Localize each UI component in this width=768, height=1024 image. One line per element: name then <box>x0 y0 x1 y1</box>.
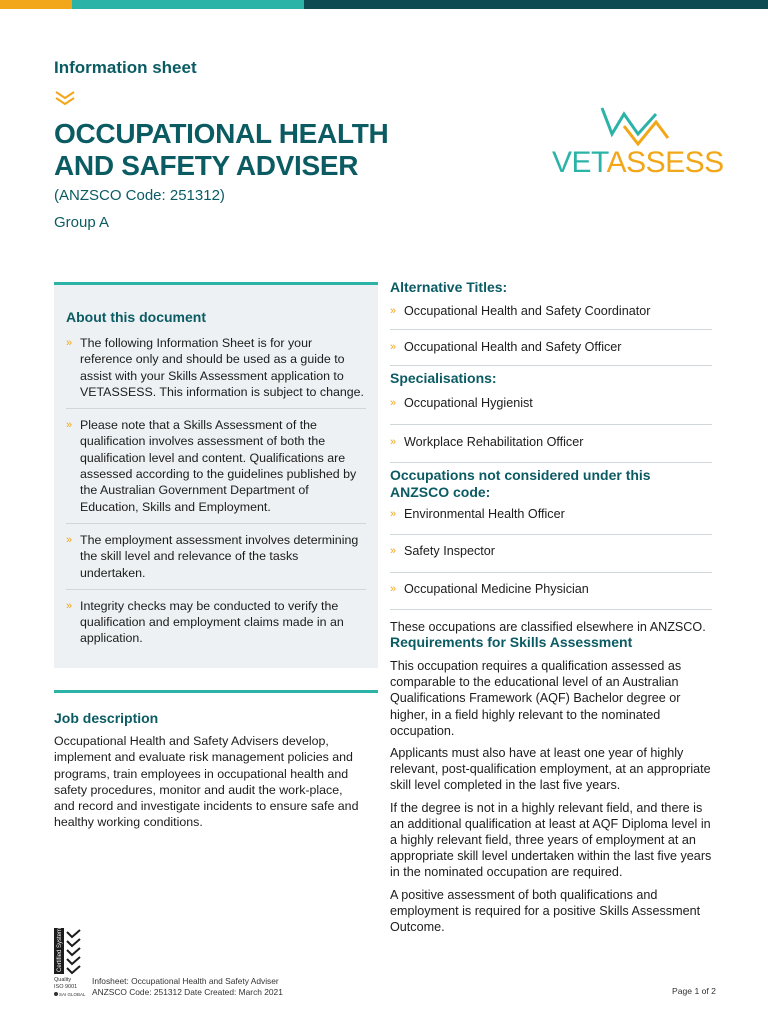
bullet-chevron-icon: » <box>390 397 397 409</box>
about-document-panel <box>54 282 378 668</box>
list-item: » Environmental Health Officer <box>390 506 712 535</box>
page-title-line-2: AND SAFETY ADVISER <box>54 150 359 181</box>
not-considered-list <box>390 506 712 610</box>
vetassess-logo <box>552 146 724 180</box>
job-description-text: Occupational Health and Safety Advisers develop, implement and evaluate risk management policies and programs, train employees in occupational health and safety procedures, monitor and audit the work-place, and record and investigate incidents to ensure safe and healthy working conditions. <box>54 734 359 830</box>
page-title <box>54 118 388 182</box>
bullet-chevron-icon: » <box>390 583 397 595</box>
requirements-paragraph: A positive assessment of both qualifications and employment is required for a positive Skills Assessment Outcome. <box>390 887 701 935</box>
requirements-paragraph: Applicants must also have at least one year of highly relevant, post-qualification employment, at an appropriate skill level completed in the last five years. <box>390 746 711 793</box>
not-considered-section <box>390 467 712 635</box>
cert-sai: SAI GLOBAL <box>59 992 86 997</box>
top-color-bar <box>0 0 768 9</box>
about-title: About this document <box>66 309 206 325</box>
double-chevron-down-icon <box>54 90 76 106</box>
bullet-chevron-icon: » <box>390 545 397 557</box>
page-title-line-1: OCCUPATIONAL HEALTH <box>54 118 389 149</box>
logo-text-vet: VET <box>552 146 607 179</box>
footer-line-2: ANZSCO Code: 251312 Date Created: March 2021 <box>92 987 283 997</box>
page-number: Page 1 of 2 <box>672 986 716 996</box>
cert-label: Certified System <box>57 928 63 972</box>
requirements-paragraph: If the degree is not in a highly relevant field, and there is an additional qualification at least at AQF Diploma level in a highly relevant field, three years of employment at an appropriate skill level undertaken within the last five years in the nominated occupation are required. <box>390 800 712 880</box>
bullet-chevron-icon: » <box>390 436 397 448</box>
footer-line-1: Infosheet: Occupational Health and Safety Adviser <box>92 976 279 986</box>
footer-info <box>92 976 283 998</box>
top-bar-teal-segment <box>72 0 304 9</box>
bullet-chevron-icon: » <box>66 599 73 612</box>
list-item: » Occupational Health and Safety Officer <box>390 330 712 366</box>
job-description-title: Job description <box>54 710 159 726</box>
list-item: » Workplace Rehabilitation Officer <box>390 425 712 463</box>
not-considered-note: These occupations are classified elsewhere in ANZSCO. <box>390 620 706 634</box>
specialisations-list <box>390 395 712 463</box>
top-bar-navy-segment <box>304 0 768 9</box>
about-list <box>66 335 366 663</box>
bullet-chevron-icon: » <box>390 305 397 317</box>
requirements-heading: Requirements for Skills Assessment <box>390 634 633 650</box>
list-item: » Safety Inspector <box>390 535 712 573</box>
alternative-titles-section <box>390 279 712 366</box>
not-considered-heading: Occupations not considered under this ANZSCO code: <box>390 467 651 500</box>
alternative-titles-heading: Alternative Titles: <box>390 279 508 295</box>
bullet-chevron-icon: » <box>390 508 397 520</box>
list-item: » Please note that a Skills Assessment of the qualification involves assessment of both the qualification level and content. Qualifications are assessed according to the guidelines published by the Australian Government Department of Education, Skills and Employment. <box>66 417 366 524</box>
requirements-paragraph: This occupation requires a qualification assessed as comparable to the educational level of an Australian Qualifications Framework (AQF) Bachelor degree or higher, in a field highly relevant to the nominated occupation. <box>390 659 682 738</box>
list-item: » Integrity checks may be conducted to verify the qualification and employment claims made in an application. <box>66 598 344 646</box>
specialisations-section <box>390 370 712 463</box>
list-item: » Occupational Medicine Physician <box>390 573 712 610</box>
list-item: » Occupational Hygienist <box>390 395 712 425</box>
doc-type-label: Information sheet <box>54 58 197 77</box>
certified-system-badge <box>54 928 86 998</box>
alternative-titles-list <box>390 303 712 366</box>
cert-iso: ISO 9001 <box>54 984 78 990</box>
list-item: » The following Information Sheet is for your reference only and should be used as a guide to assist with your Skills Assessment application to VETASSESS. This information is subject to change. <box>66 335 366 409</box>
bullet-chevron-icon: » <box>66 419 73 432</box>
list-item: » Occupational Health and Safety Coordinator <box>390 303 712 330</box>
bullet-chevron-icon: » <box>66 337 73 349</box>
bullet-chevron-icon: » <box>66 533 73 546</box>
section-divider <box>54 690 378 693</box>
requirements-section <box>390 634 712 935</box>
specialisations-heading: Specialisations: <box>390 370 497 386</box>
top-bar-orange-segment <box>0 0 72 9</box>
group-label: Group A <box>54 214 110 231</box>
bullet-chevron-icon: » <box>390 341 397 353</box>
logo-text-assess: ASSESS <box>606 146 724 179</box>
cert-quality: Quality <box>54 977 72 983</box>
anzsco-code: (ANZSCO Code: 251312) <box>54 187 225 204</box>
list-item: » The employment assessment involves determining the skill level and relevance of the tasks undertaken. <box>66 532 366 590</box>
